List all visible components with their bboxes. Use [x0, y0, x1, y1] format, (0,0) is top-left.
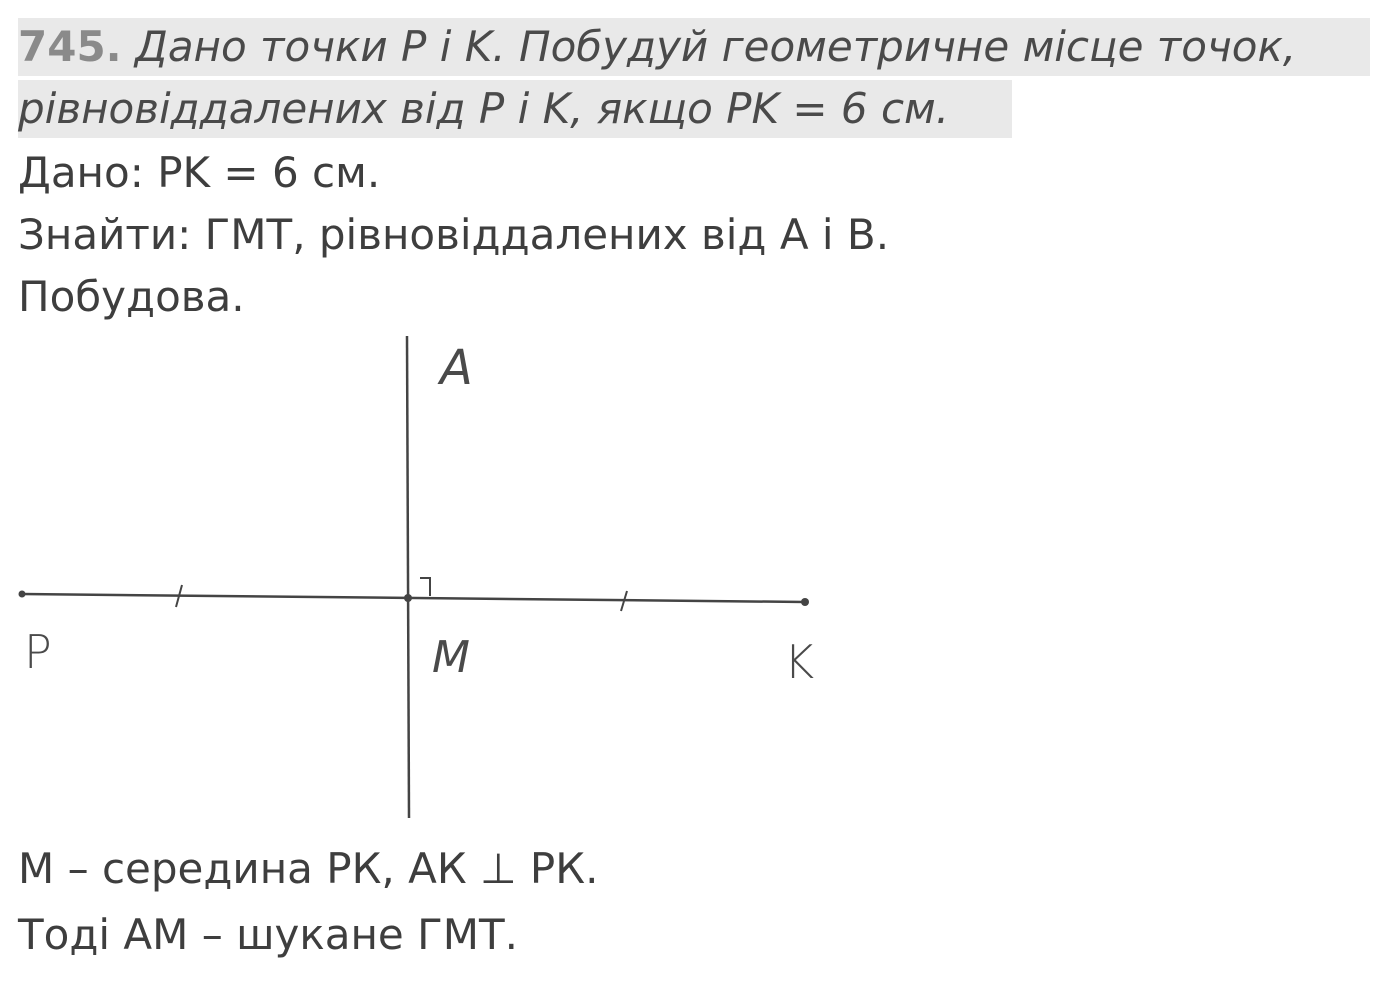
label-m: M [432, 632, 470, 683]
task-text-1: Дано точки P і K. Побудуй геометричне місце точок, [135, 22, 1297, 71]
construction-heading: Побудова. [18, 272, 245, 321]
task-line-1 [18, 18, 1370, 76]
point-m [404, 594, 412, 602]
task-line-2 [18, 80, 1012, 138]
point-p [19, 591, 26, 598]
find-line: Знайти: ГМТ, рівновіддалених від А і В. [18, 210, 890, 259]
given-line: Дано: PK = 6 см. [18, 148, 381, 197]
label-k: K [784, 635, 815, 689]
conclusion-line-2: Тоді АМ – шукане ГМТ. [18, 910, 518, 959]
label-a: A [440, 340, 473, 396]
perpendicular-am [407, 336, 409, 818]
label-p: P [24, 625, 52, 679]
conclusion-line-1: М – середина РК, АК ⊥ РК. [18, 844, 599, 893]
task-number: 745. [18, 22, 122, 71]
task-text-2: рівновіддалених від P і K, якщо PK = 6 см. [18, 84, 950, 133]
construction-diagram [0, 330, 900, 830]
right-angle-mark [420, 578, 430, 596]
point-k [801, 598, 809, 606]
segment-pk [22, 594, 805, 602]
